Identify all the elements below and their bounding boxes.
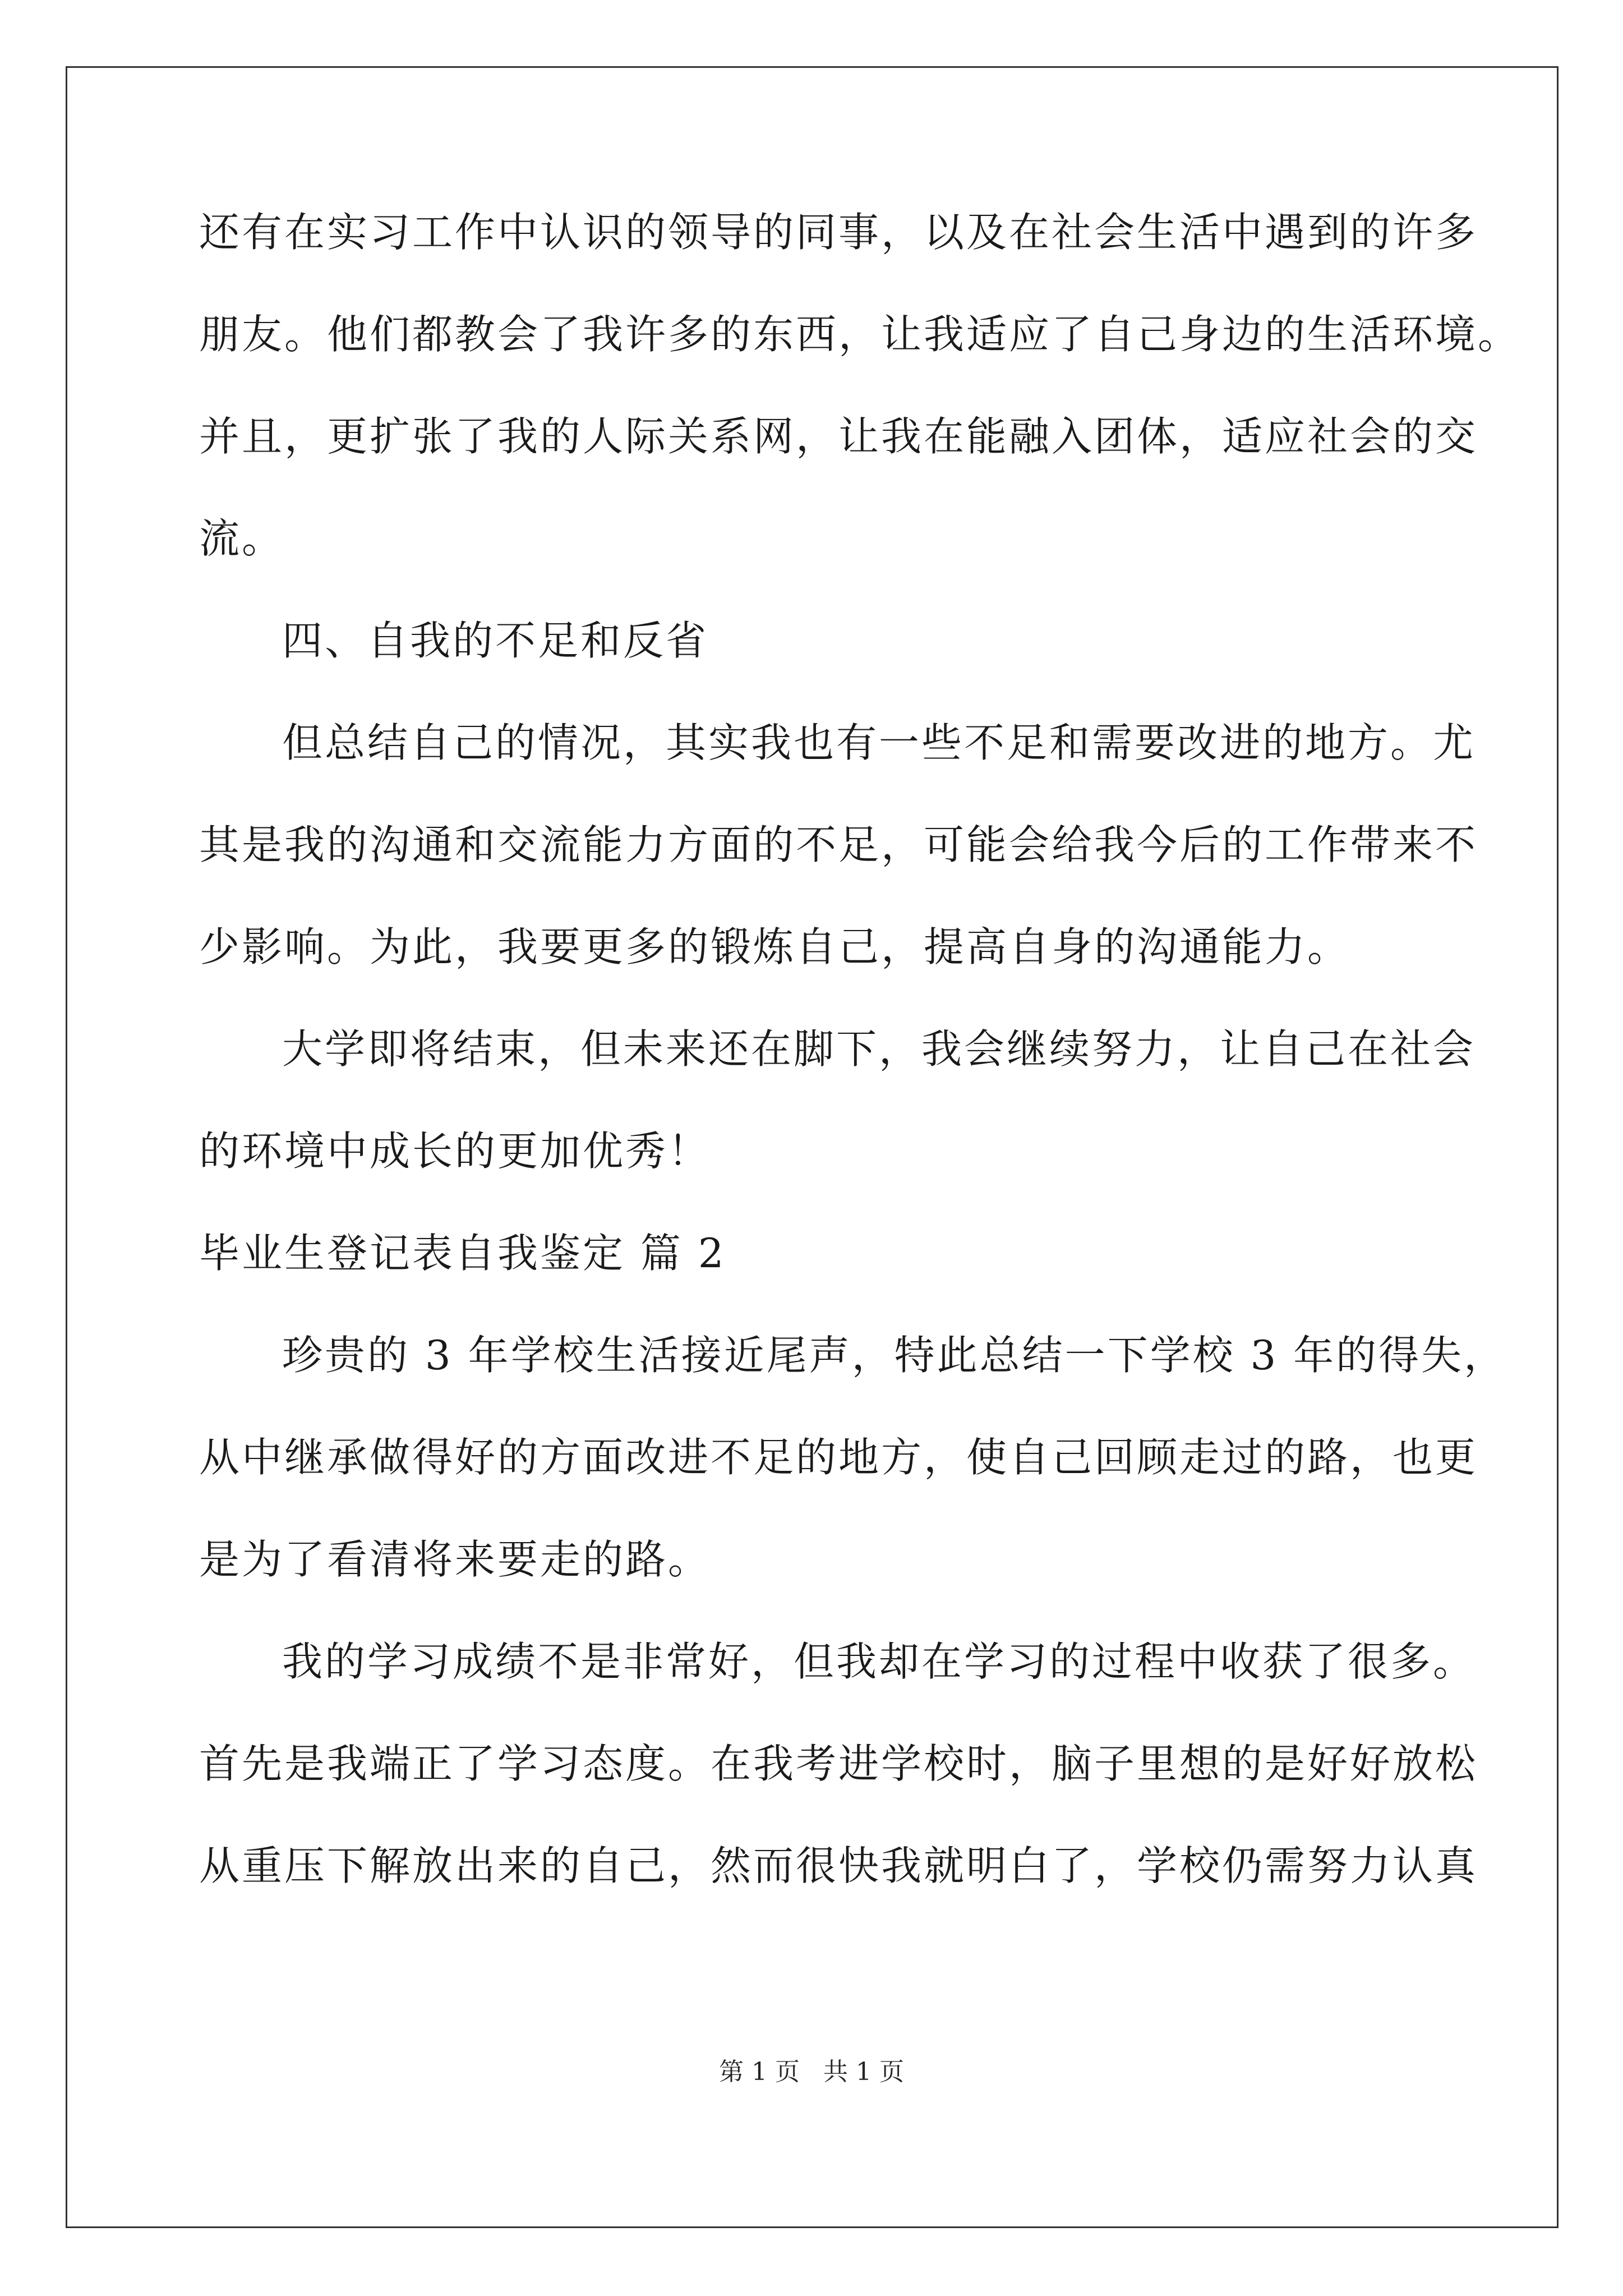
text-line: 是为了看清将来要走的路。 bbox=[199, 1536, 711, 1583]
section-heading: 四、自我的不足和反省 bbox=[282, 617, 709, 664]
paragraph-first-line: 但总结自己的情况，其实我也有一些不足和需要改进的地方。尤 bbox=[282, 719, 1476, 766]
paragraph-first-line: 大学即将结束，但未来还在脚下，我会继续努力，让自己在社会 bbox=[282, 1025, 1476, 1073]
paragraph-first-line: 珍贵的 3 年学校生活接近尾声，特此总结一下学校 3 年的得失， bbox=[282, 1332, 1507, 1379]
article-title: 毕业生登记表自我鉴定 篇 2 bbox=[199, 1230, 726, 1277]
paragraph-first-line: 我的学习成绩不是非常好，但我却在学习的过程中收获了很多。 bbox=[282, 1638, 1476, 1685]
text-line: 从中继承做得好的方面改进不足的地方，使自己回顾走过的路，也更 bbox=[199, 1434, 1478, 1481]
text-line: 朋友。他们都教会了我许多的东西，让我适应了自己身边的生活环境。 bbox=[199, 311, 1521, 358]
text-line: 其是我的沟通和交流能力方面的不足，可能会给我今后的工作带来不 bbox=[199, 821, 1478, 868]
text-line: 少影响。为此，我要更多的锻炼自己，提高自身的沟通能力。 bbox=[199, 923, 1350, 970]
text-line: 的环境中成长的更加优秀！ bbox=[199, 1128, 711, 1175]
text-line: 还有在实习工作中认识的领导的同事，以及在社会生活中遇到的许多 bbox=[199, 209, 1478, 256]
document-body bbox=[199, 208, 1521, 1943]
page-number-footer: 第 1 页 共 1 页 bbox=[719, 2058, 904, 2086]
text-line: 并且，更扩张了我的人际关系网，让我在能融入团体，适应社会的交 bbox=[199, 413, 1478, 460]
text-line: 流。 bbox=[199, 515, 285, 562]
text-line: 首先是我端正了学习态度。在我考进学校时，脑子里想的是好好放松 bbox=[199, 1740, 1478, 1787]
text-line: 从重压下解放出来的自己，然而很快我就明白了，学校仍需努力认真 bbox=[199, 1842, 1478, 1889]
